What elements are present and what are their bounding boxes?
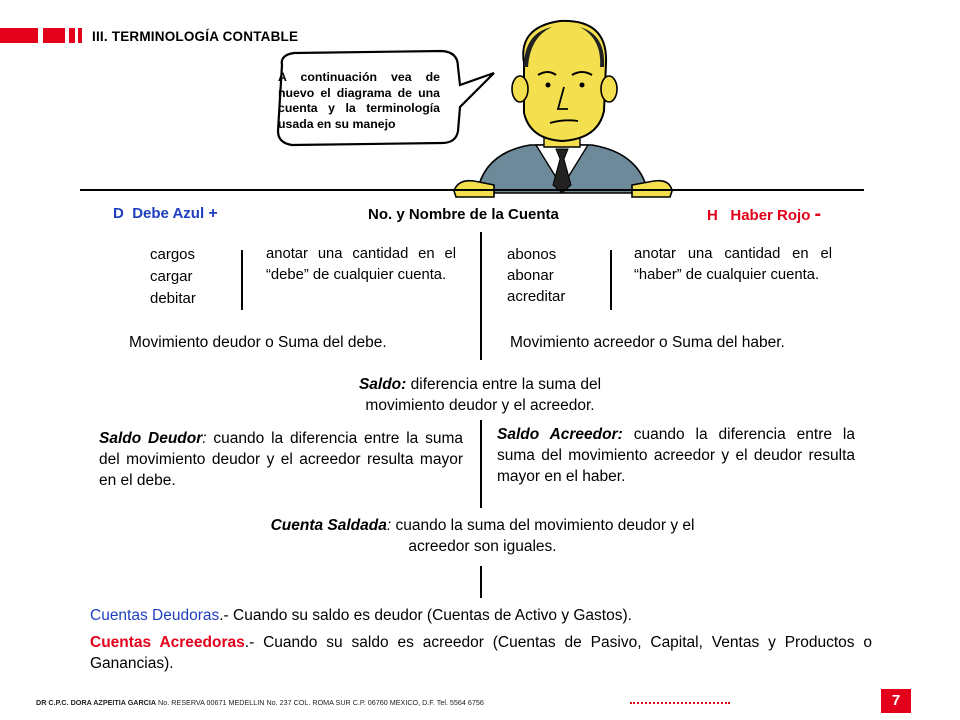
cuentas-acreedoras-definition <box>90 632 872 674</box>
debit-term: cargar <box>150 268 193 285</box>
debit-terms <box>150 244 196 310</box>
footer-credits <box>36 698 484 707</box>
saldo-acreedor-definition <box>497 424 855 487</box>
debit-definition: anotar una cantidad en el “debe” de cualquier cuenta. <box>266 246 456 283</box>
saldo-acreedor-text: cuando la diferencia entre la suma del movimiento acreedor y el deudor resulta mayor en el haber. <box>497 426 855 485</box>
bottom-center-line <box>480 566 482 598</box>
page-number: 7 <box>881 689 911 713</box>
saldo-definition <box>320 374 640 416</box>
saldo-deudor-term: Saldo Deudor <box>99 430 203 447</box>
debit-movement: Movimiento deudor o Suma del debe. <box>129 334 387 351</box>
credit-letter: H <box>707 207 718 224</box>
account-top-line <box>80 189 864 191</box>
cuenta-saldada-colon: : <box>386 517 392 534</box>
credit-movement: Movimiento acreedor o Suma del haber. <box>510 334 785 351</box>
credit-definition: anotar una cantidad en el “haber” de cualquier cuenta. <box>634 246 832 283</box>
credit-term: abonos <box>507 246 557 263</box>
debit-term: cargos <box>150 246 196 263</box>
section-title: III. TERMINOLOGÍA CONTABLE <box>92 29 299 44</box>
cuentas-deudoras-term: Cuentas Deudoras <box>90 607 220 624</box>
debit-letter: D <box>113 205 124 222</box>
account-title: No. y Nombre de la Cuenta <box>368 206 559 223</box>
credit-sign: - <box>814 203 822 225</box>
cuentas-deudoras-definition <box>90 605 872 626</box>
credit-term: abonar <box>507 267 554 284</box>
saldo-deudor-colon: : <box>202 430 207 447</box>
debit-term: debitar <box>150 290 196 307</box>
debit-label: Debe Azul <box>132 205 205 222</box>
credit-label: Haber Rojo <box>730 207 811 224</box>
cuentas-acreedoras-term: Cuentas Acreedoras <box>90 634 245 651</box>
credit-divider <box>610 250 612 310</box>
cuenta-saldada-definition <box>270 515 695 557</box>
cuenta-saldada-text: cuando la suma del movimiento deudor y el acreedor son iguales. <box>391 517 695 555</box>
credit-header <box>707 203 821 226</box>
saldo-deudor-text: cuando la diferencia entre la suma del movimiento deudor y el acreedor resulta mayor en el debe. <box>99 430 463 489</box>
saldo-term: Saldo: <box>358 376 407 393</box>
footer-dots <box>630 702 730 704</box>
saldo-acreedor-term: Saldo Acreedor: <box>497 426 623 443</box>
saldo-center-line <box>480 420 482 508</box>
debit-divider <box>241 250 243 310</box>
cuentas-acreedoras-text: .- Cuando su saldo es acreedor (Cuentas de Pasivo, Capital, Ventas y Productos o Ganancias). <box>90 634 873 672</box>
speech-bubble-text: A continuación vea de nuevo el diagrama de una cuenta y la terminología usada en su manejo <box>278 70 440 131</box>
footer-author: DR C.P.C. DORA AZPEITIA GARCIA <box>36 698 157 707</box>
credit-terms <box>507 244 565 307</box>
debit-sign: + <box>208 205 218 222</box>
credit-term: acreditar <box>507 288 566 305</box>
saldo-deudor-definition <box>99 428 463 491</box>
account-center-line <box>480 232 482 360</box>
cuentas-deudoras-text: .- Cuando su saldo es deudor (Cuentas de Activo y Gastos). <box>219 607 632 624</box>
footer-address: No. RESERVA 00671 MEDELLIN No. 237 COL. ROMA SUR C.P. 06760 MEXICO, D.F. Tel. 5564 6756 <box>156 698 484 707</box>
cuenta-saldada-term: Cuenta Saldada <box>270 517 387 534</box>
saldo-text: diferencia entre la suma del movimiento deudor y el acreedor. <box>365 376 602 414</box>
debit-header <box>113 205 218 223</box>
